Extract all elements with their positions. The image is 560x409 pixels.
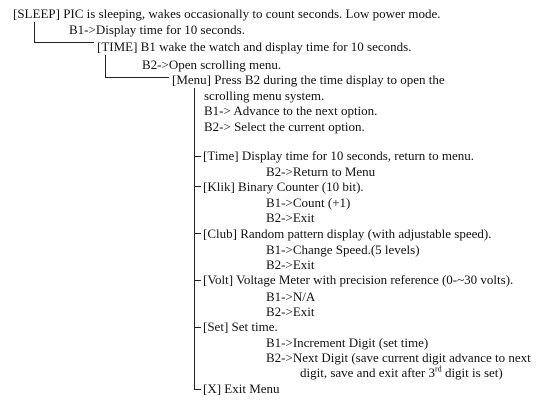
connector-option-club [194, 233, 201, 234]
option-exit-title: [X] Exit Menu [203, 381, 280, 396]
menu-b2-action: B2-> Select the current option. [204, 119, 365, 134]
option-set-b2-cont-after: digit is set) [441, 365, 503, 380]
connector-option-klik [194, 186, 201, 187]
option-set-title: [Set] Set time. [203, 319, 278, 334]
connector-time-trunk [105, 55, 106, 77]
sleep-b1-action: B1->Display time for 10 seconds. [69, 22, 245, 37]
option-club-b1: B1->Change Speed.(5 levels) [266, 242, 420, 257]
connector-sleep-to-time [34, 42, 94, 43]
menu-title-continued: scrolling menu system. [204, 88, 325, 103]
option-club-b2: B2->Exit [266, 257, 315, 272]
option-klik-b1: B1->Count (+1) [266, 195, 351, 210]
option-time-title: [Time] Display time for 10 seconds, return to menu. [203, 148, 475, 163]
menu-b1-action: B1-> Advance to the next option. [204, 103, 378, 118]
option-volt-title: [Volt] Voltage Meter with precision reference (0-~30 volts). [203, 272, 514, 287]
option-club-title: [Club] Random pattern display (with adjustable speed). [203, 226, 492, 241]
connector-option-time [194, 156, 201, 157]
time-b2-action: B2->Open scrolling menu. [142, 57, 282, 72]
option-volt-b1: B1->N/A [266, 289, 316, 304]
option-set-b2-continued [300, 365, 503, 381]
option-klik-b2: B2->Exit [266, 210, 315, 225]
connector-menu-trunk [194, 88, 195, 390]
option-volt-b2: B2->Exit [266, 304, 315, 319]
connector-option-volt [194, 280, 201, 281]
menu-state-title: [Menu] Press B2 during the time display to open the [172, 72, 445, 87]
sleep-state-title: [SLEEP] PIC is sleeping, wakes occasionally to count seconds. Low power mode. [13, 6, 441, 21]
option-set-b1: B1->Increment Digit (set time) [266, 335, 429, 350]
option-set-b2: B2->Next Digit (save current digit advance to next [266, 350, 531, 365]
time-state-title: [TIME] B1 wake the watch and display time for 10 seconds. [97, 39, 412, 54]
option-time-b2: B2->Return to Menu [266, 164, 376, 179]
connector-sleep-trunk [34, 22, 35, 42]
connector-time-to-menu [105, 77, 169, 78]
connector-option-set [194, 327, 201, 328]
option-klik-title: [Klik] Binary Counter (10 bit). [203, 179, 364, 194]
option-set-b2-cont-sup: rd [435, 364, 442, 374]
option-set-b2-cont-before: digit, save and exit after 3 [300, 365, 436, 380]
connector-option-exit [194, 389, 201, 390]
